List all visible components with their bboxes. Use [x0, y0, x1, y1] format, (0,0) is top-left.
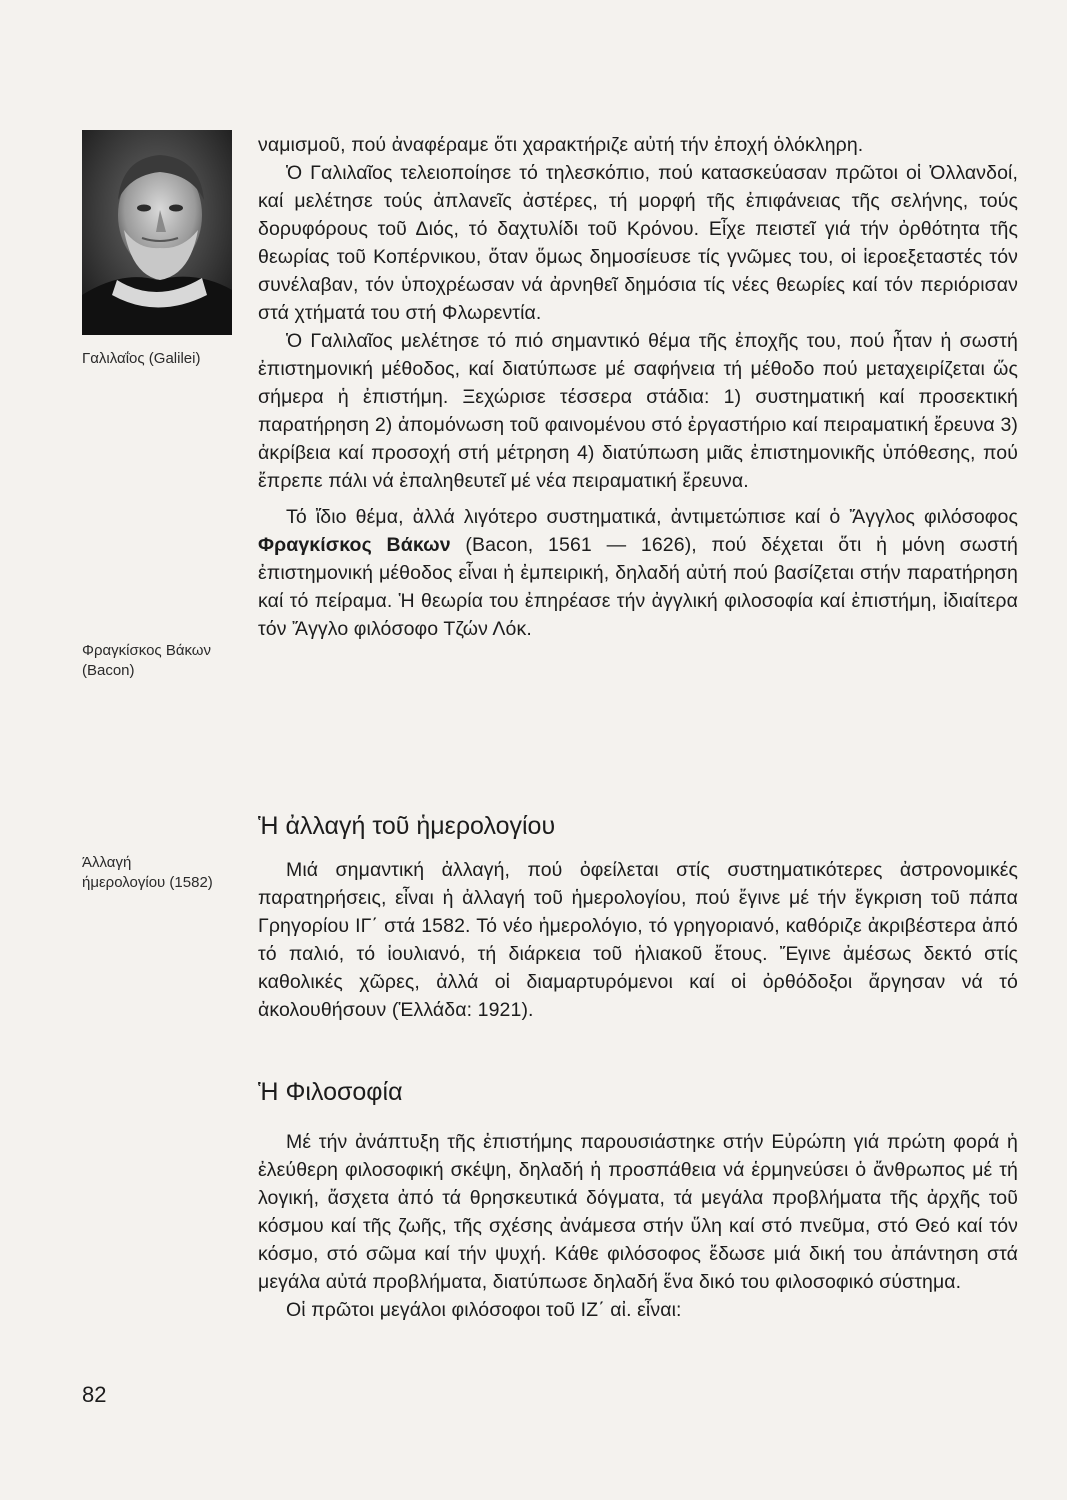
galileo-portrait [82, 130, 232, 335]
section-heading: Ἡ Φιλοσοφία [258, 1078, 403, 1106]
galileo-section-text [258, 131, 1018, 643]
philosophy-section-text [258, 1128, 1018, 1324]
paragraph [258, 503, 1018, 643]
galileo-portrait-image [82, 130, 232, 335]
text-run: (Bacon, 1561 — 1626), πού δέχεται ὅτι ἡ μόνη σωστή ἐπιστημονική μέθοδος εἶναι ἡ ἐμπειρική, δηλαδή αὐτή πού βασίζεται στήν παρατήρηση καί τό πείραμα. Ἡ θεωρία του ἐπηρέασε τήν ἀγγλική φιλοσοφία καί ἐπιστήμη, ἰδιαίτερα τόν Ἄγγλο φιλόσοφο Τζών Λόκ. [258, 534, 1018, 640]
paragraph: ναμισμοῦ, πού ἀναφέραμε ὅτι χαρακτήριζε αὐτή τήν ἐποχή ὁλόκληρη. [258, 134, 864, 156]
paragraph: Μέ τήν ἀνάπτυξη τῆς ἐπιστήμης παρουσιάστηκε στήν Εὐρώπη γιά πρώτη φορά ἡ ἐλεύθερη φιλοσοφική σκέψη, δηλαδή ἡ προσπάθεια νά ἑρμηνεύσει ὁ ἄνθρωπος μέ τή λογική, ἄσχετα ἀπό τά θρησκευτικά δόγματα, τά μεγάλα προβλήματα τῆς ἀρχῆς τοῦ κόσμου καί τῆς ζωῆς, τῆς σχέσης ἀνάμεσα στήν ὕλη καί στό πνεῦμα, στό Θεό καί τόν κόσμο, στό σῶμα καί τήν ψυχή. Κάθε φιλόσοφος ἔδωσε μιά δική του ἀπάντηση στά μεγάλα αὐτά προβλήματα, διατύπωσε δηλαδή ἕνα δικό του φιλοσοφικό σύστημα. [258, 1131, 1018, 1293]
text-run: Τό ἴδιο θέμα, ἀλλά λιγότερο συστηματικά, ἀντιμετώπισε καί ὁ Ἄγγλος φιλόσοφος [286, 506, 1018, 528]
bold-name: Φραγκίσκος Βάκων [258, 534, 451, 556]
calendar-caption-line1: Άλλαγή [82, 854, 132, 871]
galileo-caption: Γαλιλαΐος (Galilei) [82, 350, 201, 367]
section-heading: Ἡ ἀλλαγή τοῦ ἡμερολογίου [258, 812, 556, 840]
paragraph: Μιά σημαντική ἀλλαγή, πού ὀφείλεται στίς συστηματικότερες ἀστρονομικές παρατηρήσεις, εἶναι ἡ ἀλλαγή τοῦ ἡμερολογίου, πού ἔγινε μέ τήν ἔγκριση τοῦ πάπα Γρηγορίου ΙΓ΄ στά 1582. Τό νέο ἡμερολόγιο, τό γρηγοριανό, καθόριζε ἀκριβέστερα ἀπό τό παλιό, τό ἰουλιανό, τή διάρκεια τοῦ ἡλιακοῦ ἔτους. Ἔγινε ἀμέσως δεκτό στίς καθολικές χῶρες, ἀλλά οἱ διαμαρτυρόμενοι καί οἱ ὀρθόδοξοι ἄργησαν νά τό ἀκολουθήσουν (Ἑλλάδα: 1921). [258, 859, 1018, 1021]
bacon-caption-name: Φραγκίσκος Βάκων [82, 642, 212, 659]
calendar-caption-line2: ήμερολογίου (1582) [82, 874, 213, 891]
paragraph: Οἱ πρῶτοι μεγάλοι φιλόσοφοι τοῦ ΙΖ΄ αἰ. εἶναι: [286, 1299, 682, 1321]
bacon-caption-latin: (Bacon) [82, 662, 135, 679]
page-number: 82 [82, 1382, 107, 1407]
paragraph: Ὁ Γαλιλαῖος τελειοποίησε τό τηλεσκόπιο, πού κατασκεύασαν πρῶτοι οἱ Ὀλλανδοί, καί μελέτησε τούς ἀπλανεῖς ἀστέρες, τή μορφή τῆς ἐπιφάνειας τῆς σελήνης, τούς δορυφόρους τοῦ Διός, τό δαχτυλίδι τοῦ Κρόνου. Εἶχε πειστεῖ γιά τήν ὀρθότητα τῆς θεωρίας τοῦ Κοπέρνικου, ὅταν ὅμως δημοσίευσε τίς γνῶμες του, οἱ ἱεροεξεταστές τόν συνέλαβαν, τόν ὑποχρέωσαν νά ἀρνηθεῖ δημόσια τίς νέες θεωρίες καί τόν περιόρισαν στά χτήματά του στή Φλωρεντία. [258, 162, 1018, 324]
paragraph: Ὁ Γαλιλαῖος μελέτησε τό πιό σημαντικό θέμα τῆς ἐποχῆς του, πού ἦταν ἡ σωστή ἐπιστημονική μέθοδος, καί διατύπωσε μέ σαφήνεια τή μέθοδο πού μεταχειρίζεται ὥς σήμερα ἡ ἐπιστήμη. Ξεχώρισε τέσσερα στάδια: 1) συστηματική καί προσεκτική παρατήρηση 2) ἀπομόνωση τοῦ φαινομένου στό ἐργαστήριο καί πειραματική ἔρευνα 3) ἀκρίβεια καί προσοχή στή μέτρηση 4) διατύπωση μιᾶς ἐπιστημονικῆς ὑπόθεσης, πού ἔπρεπε πάλι νά ἐπαληθευτεῖ μέ νέα πειραματική ἔρευνα. [258, 330, 1018, 492]
calendar-section-text [258, 856, 1018, 1024]
